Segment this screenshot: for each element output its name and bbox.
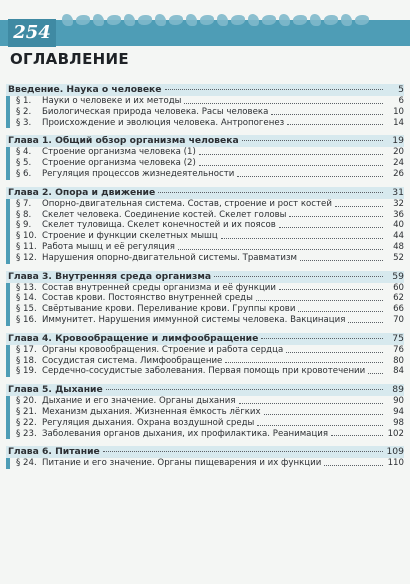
section-page: 94 [393, 406, 404, 417]
section-number: § 11. [16, 241, 37, 252]
table-of-contents [6, 84, 404, 476]
section-number: § 18. [16, 355, 37, 366]
chapter-page: 19 [392, 135, 404, 147]
section-bar [6, 283, 10, 326]
dot-leader [214, 276, 383, 277]
section-number: § 13. [16, 282, 37, 293]
section-page: 60 [393, 282, 404, 293]
toc-section-row[interactable] [12, 429, 404, 440]
section-bar [6, 147, 10, 179]
chapter-title: Глава 2. Опора и движение [8, 186, 156, 198]
dot-leader [279, 227, 383, 228]
section-title: Биологическая природа человека. Расы человека [42, 106, 269, 117]
section-number: § 22. [16, 417, 37, 428]
toc-section-row[interactable] [12, 199, 404, 210]
section-title: Сердечно-сосудистые заболевания. Первая помощь при кровотечении [42, 366, 366, 377]
section-number: § 5. [16, 158, 32, 169]
chapter-title: Глава 3. Внутренняя среда организма [8, 270, 212, 282]
dot-leader [287, 124, 383, 125]
dot-leader [261, 338, 383, 339]
dot-leader [103, 451, 383, 452]
section-number: § 10. [16, 231, 37, 242]
section-title: Строение организма человека (2) [42, 158, 196, 169]
section-page: 110 [387, 458, 404, 469]
toc-chapter [6, 84, 404, 128]
dot-leader [199, 154, 383, 155]
section-title: Скелет туловища. Скелет конечностей и их поясов [42, 220, 276, 231]
dot-leader [348, 322, 383, 323]
section-page: 14 [393, 117, 404, 128]
toc-section-row[interactable] [12, 356, 404, 367]
section-page: 48 [393, 241, 404, 252]
section-title: Механизм дыхания. Жизненная ёмкость лёгких [42, 406, 261, 417]
toc-section-row[interactable] [12, 315, 404, 326]
section-bar [6, 345, 10, 377]
toc-section-row[interactable] [12, 304, 404, 315]
section-number: § 21. [16, 406, 37, 417]
dot-leader [271, 114, 383, 115]
chapter-heading[interactable] [6, 271, 404, 283]
chapter-page: 59 [392, 270, 404, 282]
chapter-title: Введение. Наука о человеке [8, 84, 162, 95]
chapter-heading[interactable] [6, 446, 404, 458]
section-title: Происхождение и эволюция человека. Антропогенез [42, 117, 285, 128]
dot-leader [237, 176, 383, 177]
section-title: Сосудистая система. Лимфообращение [42, 355, 223, 366]
section-page: 52 [393, 252, 404, 263]
animal-silhouettes-decoration [62, 12, 402, 28]
toc-section-row[interactable] [12, 242, 404, 253]
dot-leader [300, 260, 383, 261]
chapter-heading[interactable] [6, 384, 404, 396]
section-bar [6, 396, 10, 439]
toc-section-row[interactable] [12, 147, 404, 158]
chapter-page: 89 [392, 384, 404, 396]
toc-section-row[interactable] [12, 158, 404, 169]
section-page: 84 [393, 366, 404, 377]
dot-leader [368, 373, 383, 374]
section-number: § 20. [16, 396, 37, 407]
section-page: 32 [393, 198, 404, 209]
section-page: 66 [393, 304, 404, 315]
section-title: Работа мышц и её регуляция [42, 241, 175, 252]
dot-leader [165, 89, 383, 90]
section-bar [6, 96, 10, 128]
toc-section-row[interactable] [12, 231, 404, 242]
section-number: § 4. [16, 147, 32, 158]
section-number: § 19. [16, 366, 37, 377]
section-page: 98 [393, 417, 404, 428]
chapter-page: 31 [392, 186, 404, 198]
toc-section-row[interactable] [12, 118, 404, 129]
section-page: 70 [393, 314, 404, 325]
toc-section-row[interactable] [12, 293, 404, 304]
toc-section-row[interactable] [12, 169, 404, 180]
section-number: § 6. [16, 168, 32, 179]
dot-leader [257, 425, 383, 426]
section-number: § 17. [16, 344, 37, 355]
chapter-heading[interactable] [6, 84, 404, 96]
section-page: 6 [398, 96, 404, 106]
dot-leader [298, 311, 383, 312]
dot-leader [106, 389, 383, 390]
chapter-title: Глава 6. Питание [8, 446, 100, 458]
section-title: Строение и функции скелетных мышц [42, 231, 218, 242]
section-number: § 3. [16, 117, 32, 128]
section-title: Опорно-двигательная система. Состав, строение и рост костей [42, 198, 332, 209]
section-title: Регуляция дыхания. Охрана воздушной среды [42, 417, 255, 428]
section-number: § 24. [16, 458, 37, 469]
section-title: Иммунитет. Нарушения иммунной системы человека. Вакцинация [42, 314, 346, 325]
chapter-title: Глава 5. Дыхание [8, 384, 103, 396]
section-number: § 15. [16, 304, 37, 315]
dot-leader [239, 403, 383, 404]
toc-heading: ОГЛАВЛЕНИЕ [10, 50, 129, 68]
toc-section-row[interactable] [12, 407, 404, 418]
toc-section-row[interactable] [12, 283, 404, 294]
section-number: § 14. [16, 293, 37, 304]
chapter-heading[interactable] [6, 187, 404, 199]
section-page: 90 [393, 396, 404, 407]
section-title: Органы кровообращения. Строение и работа сердца [42, 344, 284, 355]
dot-leader [335, 206, 383, 207]
section-title: Строение организма человека (1) [42, 147, 196, 158]
toc-section-row[interactable] [12, 418, 404, 429]
section-number: § 12. [16, 252, 37, 263]
chapter-page: 5 [398, 84, 404, 95]
section-title: Состав крови. Постоянство внутренней среды [42, 293, 253, 304]
section-bar [6, 199, 10, 264]
toc-section-row[interactable] [12, 345, 404, 356]
section-title: Нарушения опорно-двигательной системы. Травматизм [42, 252, 297, 263]
chapter-title: Глава 1. Общий обзор организма человека [8, 135, 239, 147]
toc-section-row[interactable] [12, 96, 404, 107]
section-title: Питание и его значение. Органы пищеварения и их функции [42, 458, 322, 469]
toc-section-row[interactable] [12, 253, 404, 264]
section-title: Заболевания органов дыхания, их профилактика. Реанимация [42, 428, 329, 439]
section-number: § 7. [16, 198, 32, 209]
section-page: 36 [393, 209, 404, 220]
section-page: 102 [387, 428, 404, 439]
dot-leader [286, 352, 383, 353]
section-number: § 2. [16, 106, 32, 117]
section-page: 62 [393, 293, 404, 304]
toc-chapter [6, 384, 404, 439]
chapter-heading[interactable] [6, 333, 404, 345]
section-page: 80 [393, 355, 404, 366]
section-page: 10 [393, 106, 404, 117]
dot-leader [264, 414, 383, 415]
dot-leader [178, 249, 383, 250]
section-title: Состав внутренней среды организма и её функции [42, 282, 276, 293]
toc-section-row[interactable] [12, 366, 404, 377]
section-title: Науки о человеке и их методы [42, 96, 182, 106]
section-title: Дыхание и его значение. Органы дыхания [42, 396, 236, 407]
toc-chapter [6, 271, 404, 326]
dot-leader [221, 238, 383, 239]
toc-section-row[interactable] [12, 220, 404, 231]
dot-leader [158, 192, 383, 193]
dot-leader [324, 465, 383, 466]
section-title: Скелет человека. Соединение костей. Скелет головы [42, 209, 287, 220]
chapter-page: 75 [392, 332, 404, 344]
section-page: 76 [393, 344, 404, 355]
section-page: 26 [393, 168, 404, 179]
page-number: 254 [8, 19, 56, 47]
toc-chapter [6, 187, 404, 264]
dot-leader [225, 362, 383, 363]
dot-leader [184, 103, 383, 104]
chapter-heading[interactable] [6, 135, 404, 147]
section-number: § 8. [16, 209, 32, 220]
section-page: 44 [393, 231, 404, 242]
toc-chapter [6, 135, 404, 179]
section-page: 40 [393, 220, 404, 231]
section-number: § 23. [16, 428, 37, 439]
dot-leader [242, 140, 383, 141]
section-page: 24 [393, 158, 404, 169]
section-title: Регуляция процессов жизнедеятельности [42, 168, 235, 179]
toc-section-row[interactable] [12, 458, 404, 469]
section-bar [6, 458, 10, 469]
toc-section-row[interactable] [12, 210, 404, 221]
section-number: § 9. [16, 220, 32, 231]
dot-leader [256, 300, 383, 301]
dot-leader [279, 289, 383, 290]
dot-leader [289, 216, 383, 217]
toc-section-row[interactable] [12, 107, 404, 118]
chapter-title: Глава 4. Кровообращение и лимфообращение [8, 332, 259, 344]
dot-leader [331, 435, 383, 436]
dot-leader [199, 165, 383, 166]
toc-chapter [6, 446, 404, 469]
toc-section-row[interactable] [12, 396, 404, 407]
section-page: 20 [393, 147, 404, 158]
section-number: § 16. [16, 314, 37, 325]
chapter-page: 109 [386, 446, 404, 458]
section-number: § 1. [16, 96, 32, 106]
toc-chapter [6, 333, 404, 377]
section-title: Свёртывание крови. Переливание крови. Группы крови [42, 304, 296, 315]
